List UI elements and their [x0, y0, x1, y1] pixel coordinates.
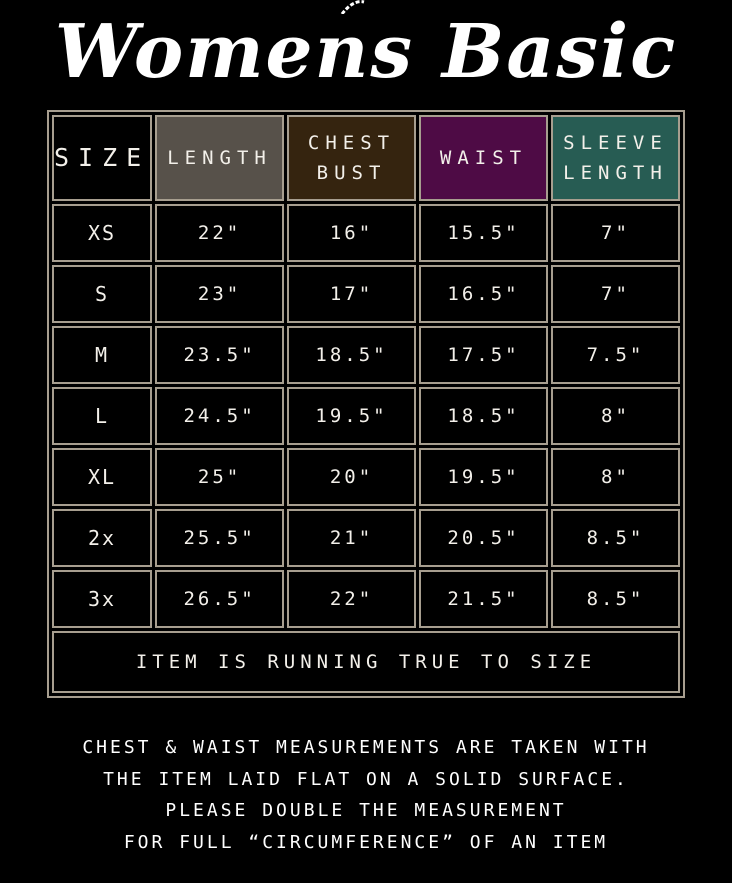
- length-cell: 25": [155, 448, 284, 506]
- col-header-waist: WAIST: [419, 115, 548, 201]
- chest-cell: 18.5": [287, 326, 416, 384]
- waist-cell: 18.5": [419, 387, 548, 445]
- size-cell: XS: [52, 204, 152, 262]
- waist-cell: 16.5": [419, 265, 548, 323]
- length-cell: 26.5": [155, 570, 284, 628]
- sleeve-cell: 7": [551, 265, 680, 323]
- length-cell: 22": [155, 204, 284, 262]
- chest-cell: 22": [287, 570, 416, 628]
- length-cell: 23.5": [155, 326, 284, 384]
- table-row-s: [52, 265, 680, 323]
- header-row: [52, 115, 680, 201]
- waist-cell: 21.5": [419, 570, 548, 628]
- note-line-1: CHEST & WAIST MEASUREMENTS ARE TAKEN WITH: [82, 737, 650, 758]
- size-cell: 2x: [52, 509, 152, 567]
- chest-cell: 16": [287, 204, 416, 262]
- table-row-m: [52, 326, 680, 384]
- chest-cell: 17": [287, 265, 416, 323]
- note-line-2: THE ITEM LAID FLAT ON A SOLID SURFACE.: [103, 768, 629, 790]
- sleeve-cell: 8.5": [551, 509, 680, 567]
- table-row-xl: [52, 448, 680, 506]
- size-cell: S: [52, 265, 152, 323]
- sleeve-cell: 8": [551, 448, 680, 506]
- chest-cell: 19.5": [287, 387, 416, 445]
- note-line-4: FOR FULL “CIRCUMFERENCE” OF AN ITEM: [123, 831, 609, 853]
- sleeve-cell: 7.5": [551, 326, 680, 384]
- col-header-chest-line1: CHEST: [307, 132, 396, 154]
- page-title: Womens Basic: [54, 9, 678, 95]
- sleeve-cell: 7": [551, 204, 680, 262]
- table-row-3x: [52, 570, 680, 628]
- true-to-size-note: ITEM IS RUNNING TRUE TO SIZE: [52, 631, 680, 693]
- table-row-xs: [52, 204, 680, 262]
- table-row-l: [52, 387, 680, 445]
- col-header-chest-bust: [287, 115, 416, 201]
- col-header-sleeve-line1: SLEEVE: [563, 132, 668, 154]
- length-cell: 24.5": [155, 387, 284, 445]
- length-cell: 23": [155, 265, 284, 323]
- size-cell: 3x: [52, 570, 152, 628]
- col-header-chest-line2: BUST: [316, 162, 387, 184]
- col-header-length: LENGTH: [155, 115, 284, 201]
- title-section: [0, 0, 732, 108]
- table-row-2x: [52, 509, 680, 567]
- size-cell: L: [52, 387, 152, 445]
- length-cell: 25.5": [155, 509, 284, 567]
- measurement-notes: [0, 732, 732, 858]
- table-footer-row: [52, 631, 680, 693]
- waist-cell: 20.5": [419, 509, 548, 567]
- col-header-sleeve-line2: LENGTH: [563, 162, 668, 184]
- size-chart-table: [47, 110, 685, 698]
- waist-cell: 15.5": [419, 204, 548, 262]
- col-header-size: SIZE: [52, 115, 152, 201]
- waist-cell: 17.5": [419, 326, 548, 384]
- sleeve-cell: 8": [551, 387, 680, 445]
- waist-cell: 19.5": [419, 448, 548, 506]
- chest-cell: 20": [287, 448, 416, 506]
- sleeve-cell: 8.5": [551, 570, 680, 628]
- note-line-3: PLEASE DOUBLE THE MEASUREMENT: [165, 800, 567, 821]
- size-cell: M: [52, 326, 152, 384]
- chest-cell: 21": [287, 509, 416, 567]
- col-header-sleeve-length: [551, 115, 680, 201]
- size-cell: XL: [52, 448, 152, 506]
